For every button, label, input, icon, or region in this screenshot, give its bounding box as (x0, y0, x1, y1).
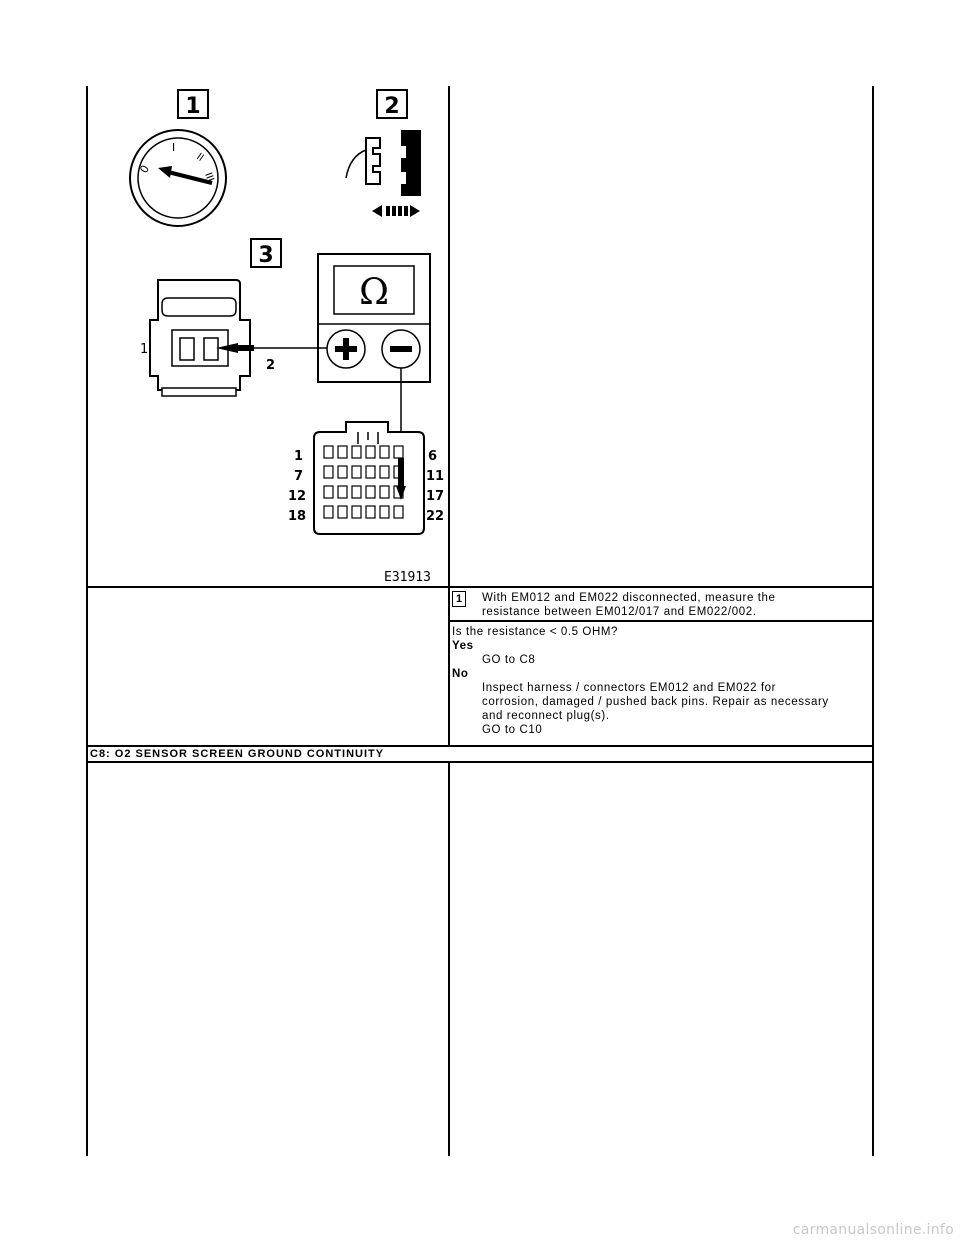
footer-watermark: carmanualsonline.info (792, 1222, 954, 1238)
figure-illustration (88, 88, 448, 586)
svg-text:0: 0 (137, 162, 153, 176)
column-divider-top (448, 86, 450, 746)
yes-action: GO to C8 (482, 654, 536, 666)
callout-2 (377, 90, 407, 119)
svg-text:2: 2 (266, 358, 276, 373)
svg-text:12: 12 (288, 489, 307, 504)
section-heading: C8: O2 SENSOR SCREEN GROUND CONTINUITY (90, 748, 385, 760)
svg-text:1: 1 (294, 449, 304, 464)
step-1-line-2: resistance between EM012/017 and EM022/002. (482, 606, 757, 618)
step-number-box: 1 (452, 591, 466, 607)
multimeter-icon (318, 254, 430, 382)
svg-text:3: 3 (258, 243, 274, 268)
ignition-switch-icon (130, 130, 226, 226)
svg-text:I: I (172, 141, 176, 154)
svg-text:II: II (194, 151, 206, 164)
no-line-2: corrosion, damaged / pushed back pins. Repair as necessary (482, 696, 829, 708)
svg-text:III: III (202, 171, 216, 184)
callout-3 (251, 239, 281, 268)
no-action: GO to C10 (482, 724, 543, 736)
row-divider-step (448, 620, 874, 622)
callout-1 (178, 90, 208, 119)
svg-text:17: 17 (426, 489, 445, 504)
svg-text:1: 1 (185, 94, 201, 119)
svg-text:22: 22 (426, 509, 445, 524)
figure-code: E31913 (384, 570, 431, 585)
large-connector-icon (288, 422, 444, 534)
no-label: No (452, 668, 469, 680)
svg-text:11: 11 (426, 469, 445, 484)
question-text: Is the resistance < 0.5 OHM? (452, 626, 619, 638)
no-line-3: and reconnect plug(s). (482, 710, 610, 722)
small-connector-icon (140, 280, 275, 396)
svg-text:18: 18 (288, 509, 307, 524)
column-divider-bottom (448, 762, 450, 1156)
row-divider-heading (86, 761, 874, 763)
step-1-line-1: With EM012 and EM022 disconnected, measure the (482, 592, 776, 604)
svg-text:1: 1 (140, 342, 149, 357)
svg-text:2: 2 (384, 94, 400, 119)
svg-text:6: 6 (428, 449, 438, 464)
svg-text:Ω: Ω (359, 272, 389, 313)
row-divider-figure (86, 586, 874, 588)
no-line-1: Inspect harness / connectors EM012 and EM022 for (482, 682, 777, 694)
svg-text:7: 7 (294, 469, 304, 484)
yes-label: Yes (452, 640, 474, 652)
connector-disconnect-icon (346, 130, 421, 217)
